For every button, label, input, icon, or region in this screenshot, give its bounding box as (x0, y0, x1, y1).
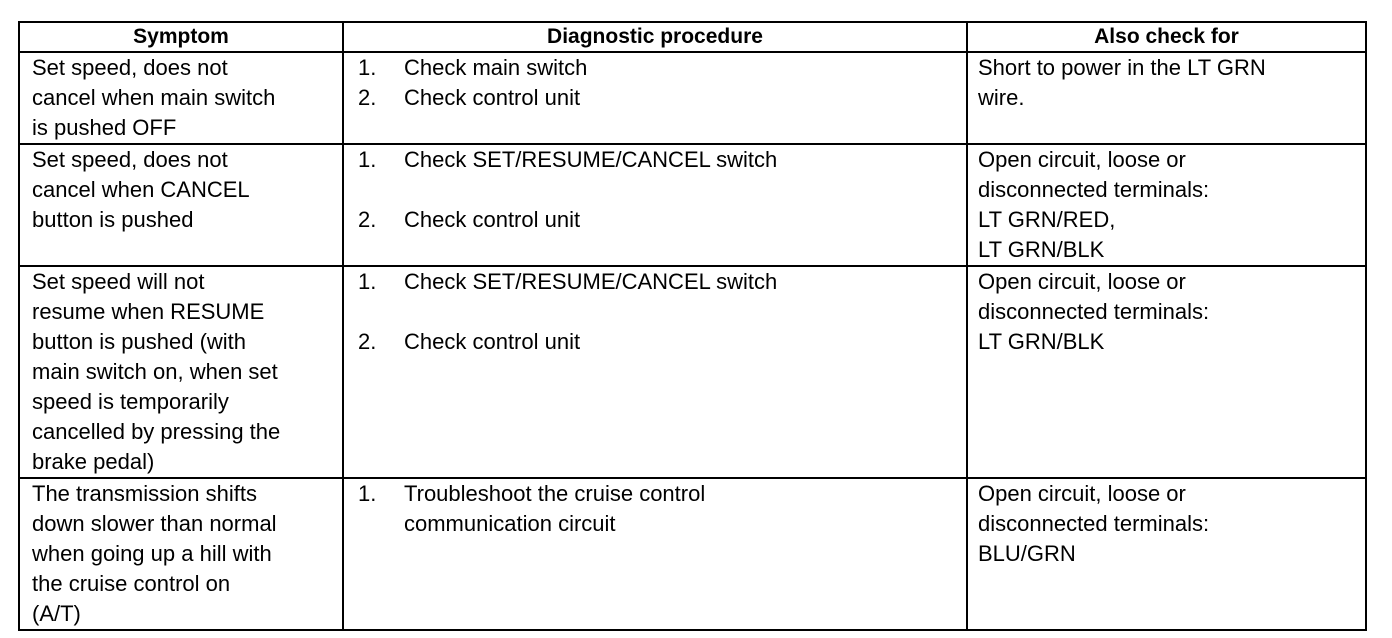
symptom-line: speed is temporarily (32, 389, 229, 414)
symptom-line: cancel when CANCEL (32, 177, 250, 202)
symptom-cell (19, 478, 343, 630)
step-text: Check main switch (404, 55, 588, 80)
header-symptom: Symptom (19, 22, 343, 52)
also-check-line: LT GRN/RED, (978, 207, 1116, 232)
step-spacer (354, 175, 956, 205)
also-check-cell (967, 478, 1366, 630)
symptom-line: (A/T) (32, 601, 81, 626)
procedure-step (354, 205, 956, 235)
table-row (19, 266, 1366, 478)
also-check-cell (967, 266, 1366, 478)
step-text: Check control unit (404, 329, 581, 354)
also-check-line: BLU/GRN (978, 541, 1076, 566)
step-number: 1. (358, 481, 377, 506)
also-check-line: LT GRN/BLK (978, 237, 1105, 262)
step-text: Troubleshoot the cruise control (404, 481, 706, 506)
symptom-line: Set speed, does not (32, 147, 228, 172)
procedure-step (354, 267, 956, 297)
header-diagnostic-procedure: Diagnostic procedure (343, 22, 967, 52)
step-spacer (354, 297, 956, 327)
also-check-line: Open circuit, loose or (978, 147, 1186, 172)
step-text: communication circuit (404, 511, 616, 536)
symptom-line: The transmission shifts (32, 481, 257, 506)
procedure-step (354, 479, 956, 539)
procedure-cell (343, 478, 967, 630)
header-also-check-for: Also check for (967, 22, 1366, 52)
symptom-line: button is pushed (with (32, 329, 247, 354)
step-text: Check control unit (404, 85, 581, 110)
step-text: Check SET/RESUME/CANCEL switch (404, 269, 778, 294)
symptom-line: down slower than normal (32, 511, 277, 536)
also-check-cell (967, 144, 1366, 266)
also-check-line: disconnected terminals: (978, 177, 1210, 202)
symptom-line: button is pushed (32, 207, 194, 232)
procedure-step (354, 83, 956, 113)
step-number: 1. (358, 55, 377, 80)
symptom-line: cancel when main switch (32, 85, 276, 110)
step-number: 1. (358, 147, 377, 172)
symptom-line: is pushed OFF (32, 115, 177, 140)
procedure-step (354, 53, 956, 83)
procedure-cell (343, 52, 967, 144)
also-check-line: disconnected terminals: (978, 299, 1210, 324)
also-check-cell (967, 52, 1366, 144)
symptom-line: resume when RESUME (32, 299, 265, 324)
table-header-row (19, 22, 1366, 52)
step-number: 1. (358, 269, 377, 294)
step-text-block (404, 479, 956, 539)
symptom-line: main switch on, when set (32, 359, 278, 384)
also-check-line: wire. (978, 85, 1025, 110)
also-check-line: LT GRN/BLK (978, 329, 1105, 354)
symptom-line: Set speed will not (32, 269, 205, 294)
step-text: Check control unit (404, 207, 581, 232)
also-check-line: Open circuit, loose or (978, 481, 1186, 506)
procedure-step (354, 145, 956, 175)
symptom-cell (19, 144, 343, 266)
troubleshooting-table (18, 21, 1367, 631)
procedure-step (354, 327, 956, 357)
procedure-cell (343, 144, 967, 266)
procedure-cell (343, 266, 967, 478)
also-check-line: Short to power in the LT GRN (978, 55, 1266, 80)
symptom-line: Set speed, does not (32, 55, 228, 80)
symptom-line: cancelled by pressing the (32, 419, 281, 444)
symptom-line: brake pedal) (32, 449, 155, 474)
symptom-line: the cruise control on (32, 571, 231, 596)
step-text: Check SET/RESUME/CANCEL switch (404, 147, 778, 172)
step-number: 2. (358, 207, 377, 232)
also-check-line: disconnected terminals: (978, 511, 1210, 536)
symptom-cell (19, 52, 343, 144)
table-row (19, 144, 1366, 266)
step-number: 2. (358, 85, 377, 110)
also-check-line: Open circuit, loose or (978, 269, 1186, 294)
step-number: 2. (358, 329, 377, 354)
table-row (19, 52, 1366, 144)
table-row (19, 478, 1366, 630)
symptom-line: when going up a hill with (32, 541, 272, 566)
symptom-cell (19, 266, 343, 478)
